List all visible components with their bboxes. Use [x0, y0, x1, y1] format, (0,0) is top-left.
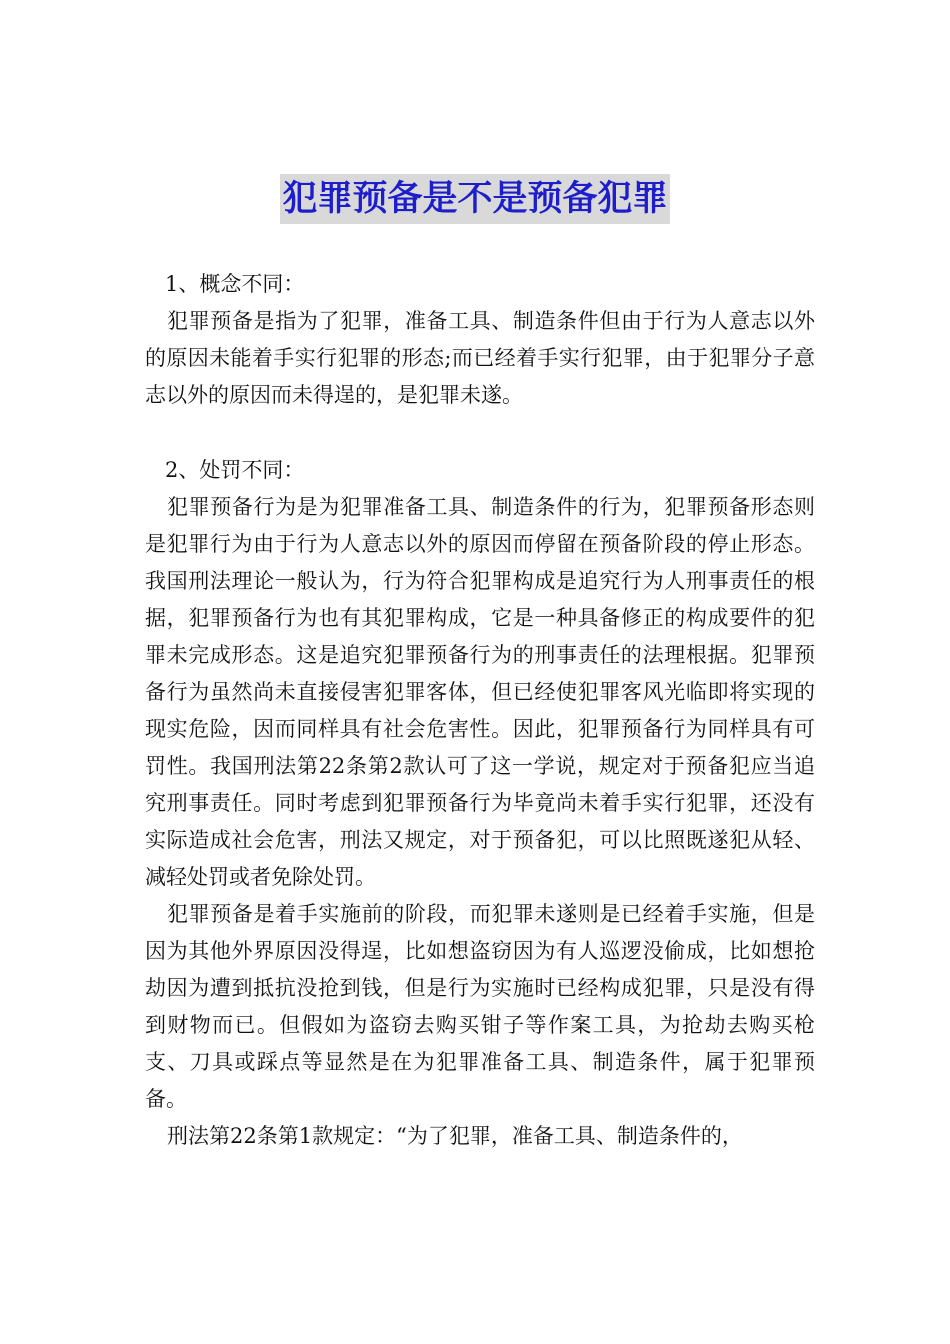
section-heading-punishment: 2、处罚不同：: [165, 458, 305, 482]
section-spacer: [145, 414, 815, 452]
paragraph-concept-definition: 犯罪预备是指为了犯罪，准备工具、制造条件但由于行为人意志以外的原因未能着手实行犯罪的形态;而已经着手实行犯罪，由于犯罪分子意志以外的原因而未得逞的，是犯罪未遂。: [145, 309, 815, 407]
document-body: [145, 266, 815, 1155]
section-heading-concept: 1、概念不同：: [165, 272, 305, 296]
document-title: 犯罪预备是不是预备犯罪: [280, 174, 669, 224]
paragraph-criminal-law-article: 刑法第22条第1款规定：“为了犯罪，准备工具、制造条件的，: [167, 1124, 743, 1148]
paragraph-punishment-basis: 犯罪预备行为是为犯罪准备工具、制造条件的行为，犯罪预备形态则是犯罪行为由于行为人意志以外的原因而停留在预备阶段的停止形态。我国刑法理论一般认为，行为符合犯罪构成是追究行为人刑事责任的根据，犯罪预备行为也有其犯罪构成，它是一种具备修正的构成要件的犯罪未完成形态。这是追究犯罪预备行为的刑事责任的法理根据。犯罪预备行为虽然尚未直接侵害犯罪客体，但已经使犯罪客风光临即将实现的现实危险，因而同样具有社会危害性。因此，犯罪预备行为同样具有可罚性。我国刑法第22条第2款认可了这一学说，规定对于预备犯应当追究刑事责任。同时考虑到犯罪预备行为毕竟尚未着手实行犯罪，还没有实际造成社会危害，刑法又规定，对于预备犯，可以比照既遂犯从轻、减轻处罚或者免除处罚。: [145, 495, 815, 889]
title-container: [0, 174, 950, 224]
paragraph-preparation-vs-attempt: 犯罪预备是着手实施前的阶段，而犯罪未遂则是已经着手实施，但是因为其他外界原因没得逞，比如想盗窃因为有人巡逻没偷成，比如想抢劫因为遭到抵抗没抢到钱，但是行为实施时已经构成犯罪，只是没有得到财物而已。但假如为盗窃去购买钳子等作案工具，为抢劫去购买枪支、刀具或踩点等显然是在为犯罪准备工具、制造条件，属于犯罪预备。: [145, 902, 815, 1111]
